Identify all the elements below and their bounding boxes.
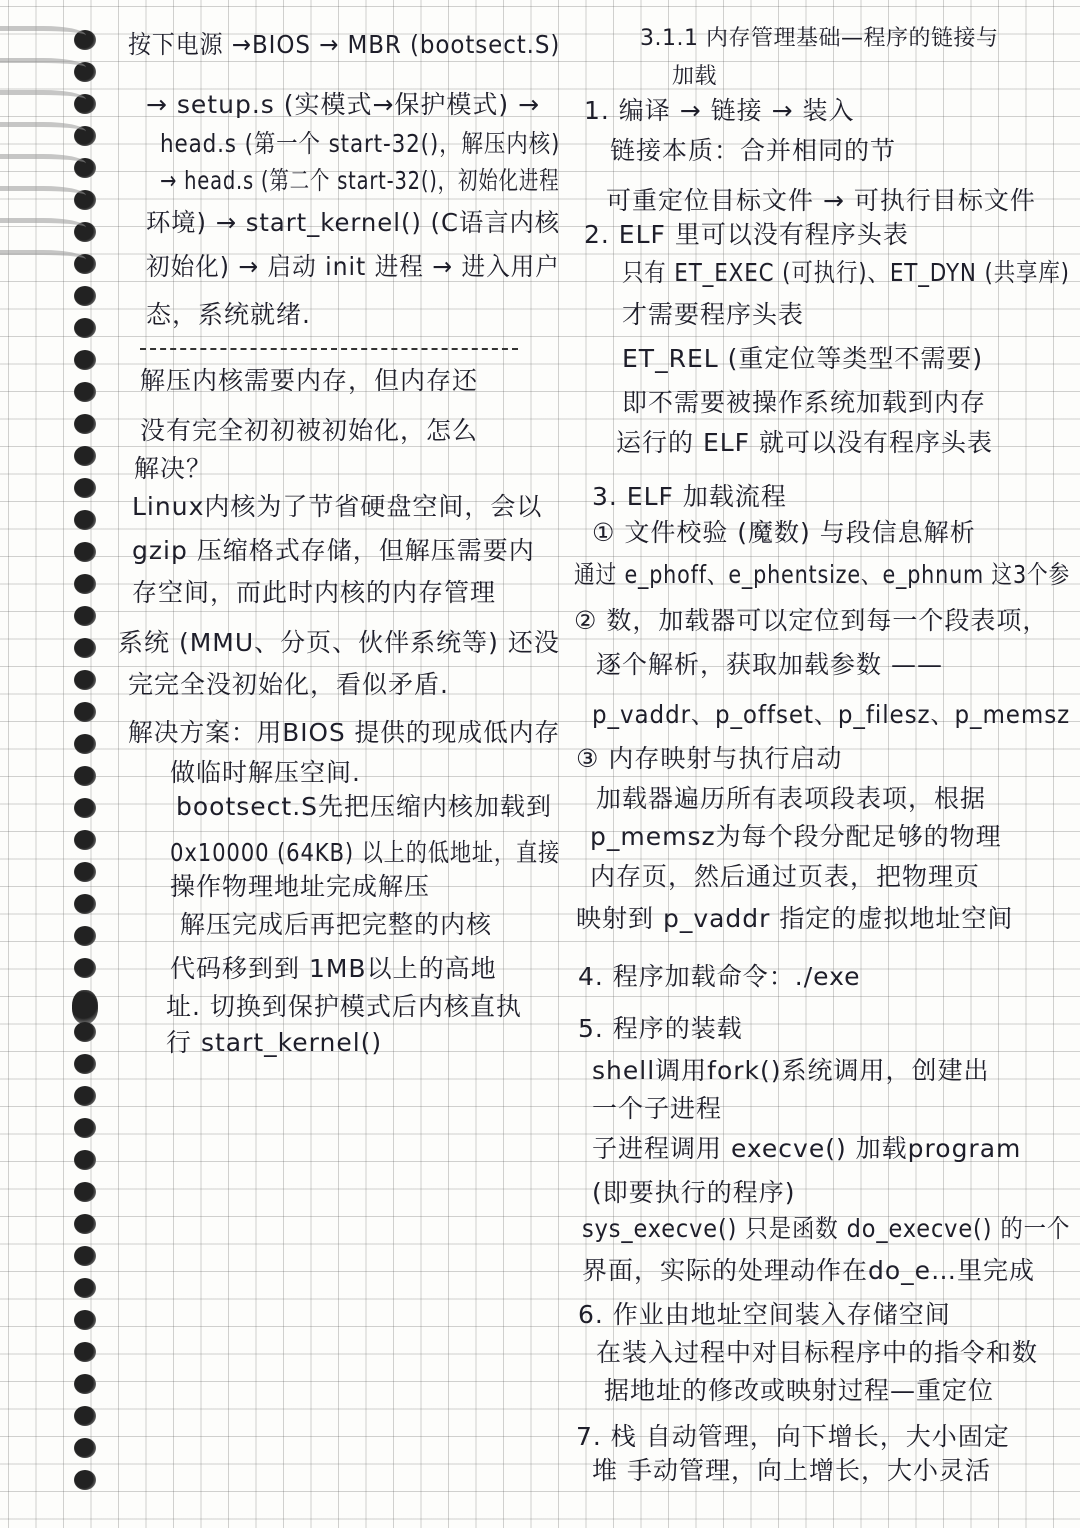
note-line: 堆 手动管理，向上增长，大小灵活 [592, 1456, 991, 1485]
note-line: 解压完成后再把完整的内核 [180, 910, 493, 939]
note-line: ① 文件校验 (魔数) 与段信息解析 [592, 518, 976, 547]
note-line: ③ 内存映射与执行启动 [576, 744, 843, 773]
note-line: 7. 栈 自动管理，向下增长，大小固定 [576, 1422, 1010, 1451]
note-line: 初始化) → 启动 init 进程 → 进入用户 [146, 252, 560, 281]
binding-hole [74, 1406, 96, 1426]
binding-hole [74, 1310, 96, 1330]
note-line: 完完全没初始化，看似矛盾. [128, 670, 449, 699]
note-line: 5. 程序的装载 [578, 1014, 743, 1043]
binding-hole [74, 1086, 96, 1106]
binding-ring [0, 122, 86, 141]
note-line: 逐个解析，获取加载参数 —— [596, 650, 943, 679]
binding-hole [72, 990, 98, 1024]
binding-hole [74, 734, 96, 754]
note-line: 态，系统就绪. [146, 300, 311, 329]
note-line: 映射到 p_vaddr 指定的虚拟地址空间 [576, 904, 1014, 933]
note-line: p_vaddr、p_offset、p_filesz、p_memsz [592, 700, 1071, 729]
note-line: 解压内核需要内存，但内存还 [140, 366, 479, 395]
note-line: (即要执行的程序) [592, 1178, 796, 1207]
binding-hole [74, 1150, 96, 1170]
binding-hole [74, 350, 96, 370]
binding-hole [74, 574, 96, 594]
spiral-binding [0, 0, 118, 1528]
note-line: 3. ELF 加载流程 [592, 482, 787, 511]
binding-hole [74, 894, 96, 914]
note-line: 3.1.1 内存管理基础—程序的链接与 [640, 26, 999, 51]
binding-hole [74, 766, 96, 786]
binding-hole [74, 478, 96, 498]
binding-hole [74, 542, 96, 562]
binding-hole [74, 286, 96, 306]
note-line: 即不需要被操作系统加载到内存 [622, 388, 987, 417]
binding-hole [74, 798, 96, 818]
note-line: 环境) → start_kernel() (C语言内核 [146, 208, 561, 237]
binding-hole [74, 958, 96, 978]
note-line: shell调用fork()系统调用，创建出 [592, 1056, 990, 1085]
binding-hole [74, 1374, 96, 1394]
note-line: 子进程调用 execve() 加载program [592, 1134, 1022, 1163]
note-line: 没有完全初初被初始化，怎么 [140, 416, 479, 445]
note-line: 可重定位目标文件 → 可执行目标文件 [606, 186, 1036, 215]
binding-ring [0, 218, 86, 237]
binding-hole [74, 1342, 96, 1362]
binding-hole [74, 414, 96, 434]
note-line: ET_REL (重定位等类型不需要) [622, 344, 984, 373]
note-line: 行 start_kernel() [166, 1028, 383, 1057]
note-line: 6. 作业由地址空间装入存储空间 [578, 1300, 951, 1329]
note-line: 解决方案：用BIOS 提供的现成低内存 [128, 718, 561, 747]
note-line: 按下电源 →BIOS → MBR (bootsect.S) [128, 30, 561, 59]
binding-hole [74, 1214, 96, 1234]
note-line: Linux内核为了节省硬盘空间，会以 [132, 492, 543, 521]
note-line: p_memsz为每个段分配足够的物理 [590, 822, 1002, 851]
binding-hole [74, 1438, 96, 1458]
note-line: 系统 (MMU、分页、伙伴系统等) 还没 [118, 628, 560, 657]
note-line: ② 数，加载器可以定位到每一个段表项， [574, 606, 1049, 635]
binding-hole [74, 1118, 96, 1138]
note-line: → setup.s (实模式→保护模式) → [146, 90, 541, 119]
binding-hole [74, 1054, 96, 1074]
binding-hole [74, 446, 96, 466]
note-line: 0x10000 (64KB) 以上的低地址，直接 [170, 838, 561, 867]
note-line: → head.s (第二个 start-32()，初始化进程 [160, 166, 560, 195]
note-line: 做临时解压空间. [170, 758, 361, 787]
note-line: 一个子进程 [592, 1094, 723, 1123]
note-line: 4. 程序加载命令：./exe [578, 962, 861, 991]
note-line: sys_execve() 只是函数 do_execve() 的一个 [582, 1214, 1071, 1243]
note-line: 加载器遍历所有表项段表项，根据 [596, 784, 987, 813]
note-line: 在装入过程中对目标程序中的指令和数 [596, 1338, 1039, 1367]
note-line: 运行的 ELF 就可以没有程序头表 [616, 428, 993, 457]
binding-hole [74, 606, 96, 626]
binding-hole [74, 862, 96, 882]
note-line: 通过 e_phoff、e_phentsize、e_phnum 这3个参 [574, 560, 1070, 589]
binding-ring [0, 250, 86, 269]
note-line: 链接本质：合并相同的节 [610, 136, 897, 165]
binding-hole [74, 670, 96, 690]
note-line: 操作物理地址完成解压 [170, 872, 431, 901]
note-line: 解决？ [134, 454, 213, 483]
binding-hole [74, 1278, 96, 1298]
note-line: 址. 切换到保护模式后内核直执 [166, 992, 522, 1021]
binding-ring [0, 58, 86, 77]
note-line: 才需要程序头表 [622, 300, 805, 329]
note-line: 代码移到到 1MB以上的高地 [170, 954, 497, 983]
binding-hole [74, 702, 96, 722]
binding-ring [0, 154, 86, 173]
binding-hole [74, 382, 96, 402]
binding-hole [74, 318, 96, 338]
note-line: 内存页，然后通过页表，把物理页 [590, 862, 981, 891]
note-line: 界面，实际的处理动作在do_e…里完成 [582, 1256, 1036, 1285]
note-line: 加载 [672, 64, 718, 89]
note-line: 2. ELF 里可以没有程序头表 [584, 220, 909, 249]
binding-hole [74, 638, 96, 658]
binding-hole [74, 1246, 96, 1266]
binding-ring [0, 90, 86, 109]
note-line: 据地址的修改或映射过程—重定位 [604, 1376, 995, 1405]
binding-hole [74, 1470, 96, 1490]
binding-ring [0, 186, 86, 205]
binding-hole [74, 830, 96, 850]
binding-hole [74, 510, 96, 530]
section-divider [140, 348, 518, 350]
binding-hole [74, 1182, 96, 1202]
binding-hole [74, 1022, 96, 1042]
note-line: bootsect.S先把压缩内核加载到 [176, 792, 553, 821]
note-line: head.s (第一个 start-32()，解压内核) [160, 129, 561, 158]
note-line: 1. 编译 → 链接 → 装入 [584, 96, 855, 125]
note-line: 只有 ET_EXEC (可执行)、ET_DYN (共享库) [622, 258, 1070, 287]
note-line: gzip 压缩格式存储，但解压需要内 [132, 536, 535, 565]
note-line: 存空间，而此时内核的内存管理 [132, 578, 497, 607]
binding-hole [74, 926, 96, 946]
binding-ring [0, 26, 86, 45]
